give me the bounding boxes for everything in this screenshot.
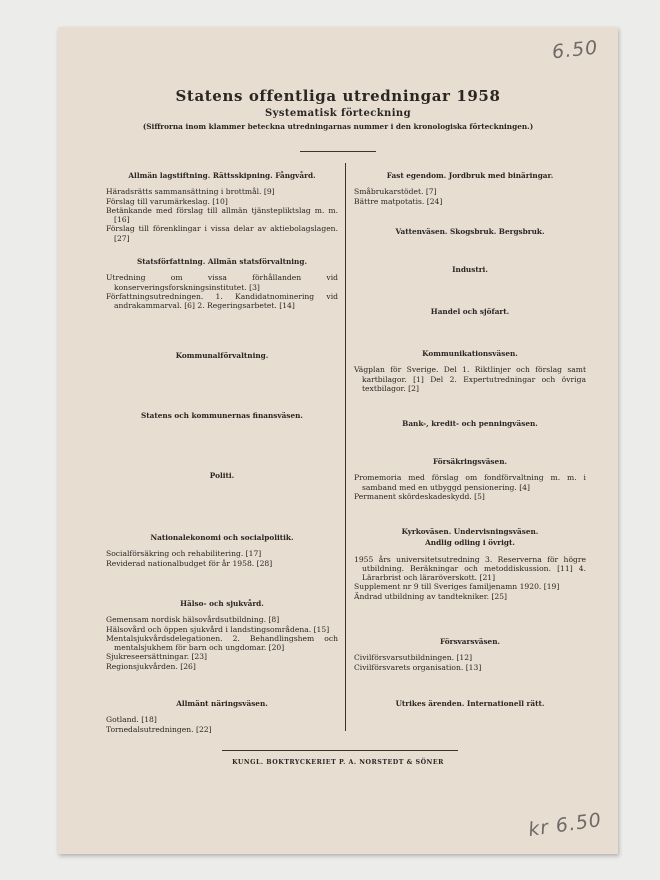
report-entry: Utredning om vissa förhållanden vid konserveringsforskningsinstitutet. [3] [106,273,338,292]
page-header [58,87,618,131]
category-section [354,699,586,715]
category-section [106,533,338,568]
category-title: Politi. [209,471,235,480]
category-section [354,637,586,672]
category-section [354,349,586,393]
category-section [354,307,586,323]
category-title: Statsförfattning. Allmän statsförvaltning. [136,257,308,266]
category-title: Kommunikationsväsen. [422,349,518,358]
category-title: Industri. [452,265,488,274]
page-title: Statens offentliga utredningar 1958 [175,87,501,105]
category-section [354,419,586,435]
footer-divider [222,750,458,751]
category-title: Kyrkoväsen. Undervisningsväsen. [401,527,539,536]
category-title: Hälso- och sjukvård. [180,599,264,608]
category-section [354,527,586,601]
report-entry: Häradsrätts sammansättning i brottmål. [9] [106,187,275,197]
report-entry: Mentalsjukvårdsdelegationen. 2. Behandlingshem och mentalsjukhem för barn och ungdomar. [20] [106,633,338,653]
category-title: Vattenväsen. Skogsbruk. Bergsbruk. [395,227,545,236]
report-entry: Förslag till förenklingar i vissa delar av aktiebolagslagen. [27] [106,224,338,243]
report-entry: Betänkande med förslag till allmän tjänstepliktslag m. m. [16] [106,205,338,225]
report-entry: Permanent skördeskadeskydd. [5] [354,491,485,501]
category-section [106,257,338,310]
category-title: Utrikes ärenden. Internationell rätt. [395,699,545,708]
price-annotation-bottom: kr 6.50 [526,808,604,842]
category-title: Allmän lagstiftning. Rättsskipning. Fångvård. [128,171,316,180]
category-section [354,265,586,281]
category-title: Försvarsväsen. [439,637,501,646]
report-entry: Civilförsvarsutbildningen. [12] [354,653,473,663]
category-section [354,171,586,206]
column-divider [345,163,346,731]
document-page [58,27,618,854]
category-title: Nationalekonomi och socialpolitik. [150,533,294,542]
category-section [106,351,338,367]
report-entry: Regionsjukvården. [26] [106,661,196,671]
report-entry: Reviderad nationalbudget för år 1958. [28] [106,558,273,568]
category-title: Fast egendom. Jordbruk med binäringar. [386,171,554,180]
price-annotation-top: 6.50 [550,36,600,64]
report-entry: Vägplan för Sverige. Del 1. Riktlinjer och förslag samt kartbilagor. [1] Del 2. Expertutredningar och övriga textbilagor. [2] [354,365,586,393]
report-entry: Civilförsvarets organisation. [13] [354,662,482,672]
category-title: Försäkringsväsen. [432,457,508,466]
category-title: Handel och sjöfart. [430,307,510,316]
report-entry: Sjukreseersättningar. [23] [106,652,208,662]
category-title: Statens och kommunernas finansväsen. [141,411,303,420]
report-entry: Bättre matpotatis. [24] [354,196,443,206]
report-entry: Författningsutredningen. 1. Kandidatnominering vid andrakammarval. [6] 2. Regeringsarbetet. [14] [106,291,338,311]
report-entry: Socialförsäkring och rehabilitering. [17] [106,549,262,559]
category-section [354,227,586,243]
category-section [106,471,338,487]
category-section [106,699,338,734]
category-title: Allmänt näringsväsen. [176,699,268,708]
category-section [106,411,338,427]
header-divider [300,151,376,152]
report-entry: Supplement nr 9 till Sveriges familjenamn 1920. [19] [354,582,560,592]
category-section [106,599,338,671]
category-section [354,457,586,501]
page-subtitle: Systematisk förteckning [265,108,411,119]
report-entry: Gotland. [18] [106,715,157,725]
report-entry: Ändrad utbildning av tandtekniker. [25] [354,591,508,601]
category-section [106,171,338,243]
report-entry: Småbrukarstödet. [7] [354,187,437,197]
report-entry: Förslag till varumärkeslag. [10] [106,196,228,206]
report-entry: Promemoria med förslag om fondförvaltning m. m. i samband med en utbyggd pensionering. [4] [354,473,586,492]
report-entry: Tornedalsutredningen. [22] [106,724,212,734]
category-title: Bank-, kredit- och penningväsen. [402,419,538,428]
category-title: Kommunalförvaltning. [175,351,269,360]
category-title: Andlig odling i övrigt. [425,538,515,548]
report-entry: 1955 års universitetsutredning 3. Reserverna för högre utbildning. Beräkningar och metoddiskussion. [11] 4. Lärarbrist och läraröverskott. [21] [354,554,586,583]
header-note: (Siffrorna inom klammer beteckna utredningarnas nummer i den kronologiska förteckningen.) [142,122,534,131]
report-entry: Hälsovård och öppen sjukvård i landstingsområdena. [15] [106,624,330,634]
printer-imprint: KUNGL. BOKTRYCKERIET P. A. NORSTEDT & SÖNER [232,759,444,766]
report-entry: Gemensam nordisk hälsovårdsutbildning. [8] [106,615,280,625]
